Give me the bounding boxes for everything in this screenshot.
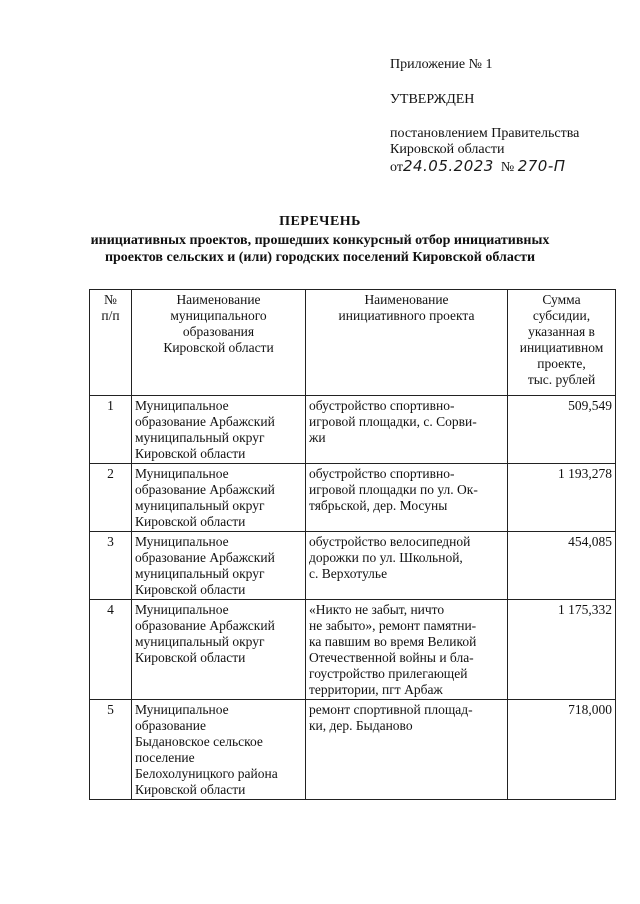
table-row (90, 396, 616, 464)
handwritten-date: 24.05.2023 (402, 157, 494, 175)
table-row (90, 532, 616, 600)
header-project: Наименование инициативного проекта (306, 290, 508, 396)
document-subtitle-line1: инициативных проектов, прошедших конкурсный отбор инициативных (90, 233, 550, 248)
region-text: Кировской области (390, 142, 505, 157)
project-cell: «Никто не забыт, ничто не забыто», ремонт памятни- ка павшим во время Великой Отечественной войны и бла- гоустройство прилегающей территории, пгт Арбаж (306, 600, 508, 700)
row-number-cell: 5 (90, 700, 132, 800)
row-number-cell: 3 (90, 532, 132, 600)
handwritten-number: 270-П (517, 157, 566, 175)
document-subtitle-line2: проектов сельских и (или) городских поселений Кировской области (104, 250, 536, 265)
municipality-cell: Муниципальное образование Быдановское сельское поселение Белохолуницкого района Кировской области (132, 700, 306, 800)
project-cell: обустройство спортивно- игровой площадки по ул. Ок- тябрьской, дер. Мосуны (306, 464, 508, 532)
amount-cell: 454,085 (508, 532, 616, 600)
row-number-cell: 4 (90, 600, 132, 700)
document-title: ПЕРЕЧЕНЬ (279, 214, 361, 229)
project-cell: ремонт спортивной площад- ки, дер. Быданово (306, 700, 508, 800)
number-prefix: № (500, 160, 515, 175)
header-municipality: Наименование муниципального образования Кировской области (132, 290, 306, 396)
header-amount: Сумма субсидии, указанная в инициативном проекте, тыс. рублей (508, 290, 616, 396)
appendix-title: Приложение № 1 (390, 57, 493, 72)
amount-cell: 718,000 (508, 700, 616, 800)
project-cell: обустройство спортивно- игровой площадки, с. Сорви- жи (306, 396, 508, 464)
amount-cell: 1 175,332 (508, 600, 616, 700)
date-number-line (390, 158, 566, 176)
header-number: № п/п (90, 290, 132, 396)
table-header-row (90, 290, 616, 396)
resolution-text: постановлением Правительства (390, 126, 580, 141)
table-row (90, 600, 616, 700)
municipality-cell: Муниципальное образование Арбажский муниципальный округ Кировской области (132, 600, 306, 700)
municipality-cell: Муниципальное образование Арбажский муниципальный округ Кировской области (132, 532, 306, 600)
municipality-cell: Муниципальное образование Арбажский муниципальный округ Кировской области (132, 396, 306, 464)
date-prefix: от (390, 160, 403, 175)
amount-cell: 509,549 (508, 396, 616, 464)
amount-cell: 1 193,278 (508, 464, 616, 532)
projects-table (89, 289, 616, 800)
municipality-cell: Муниципальное образование Арбажский муниципальный округ Кировской области (132, 464, 306, 532)
table-row (90, 700, 616, 800)
project-cell: обустройство велосипедной дорожки по ул. Школьной, с. Верхотулье (306, 532, 508, 600)
table-row (90, 464, 616, 532)
row-number-cell: 2 (90, 464, 132, 532)
row-number-cell: 1 (90, 396, 132, 464)
approved-label: УТВЕРЖДЕН (390, 92, 475, 107)
